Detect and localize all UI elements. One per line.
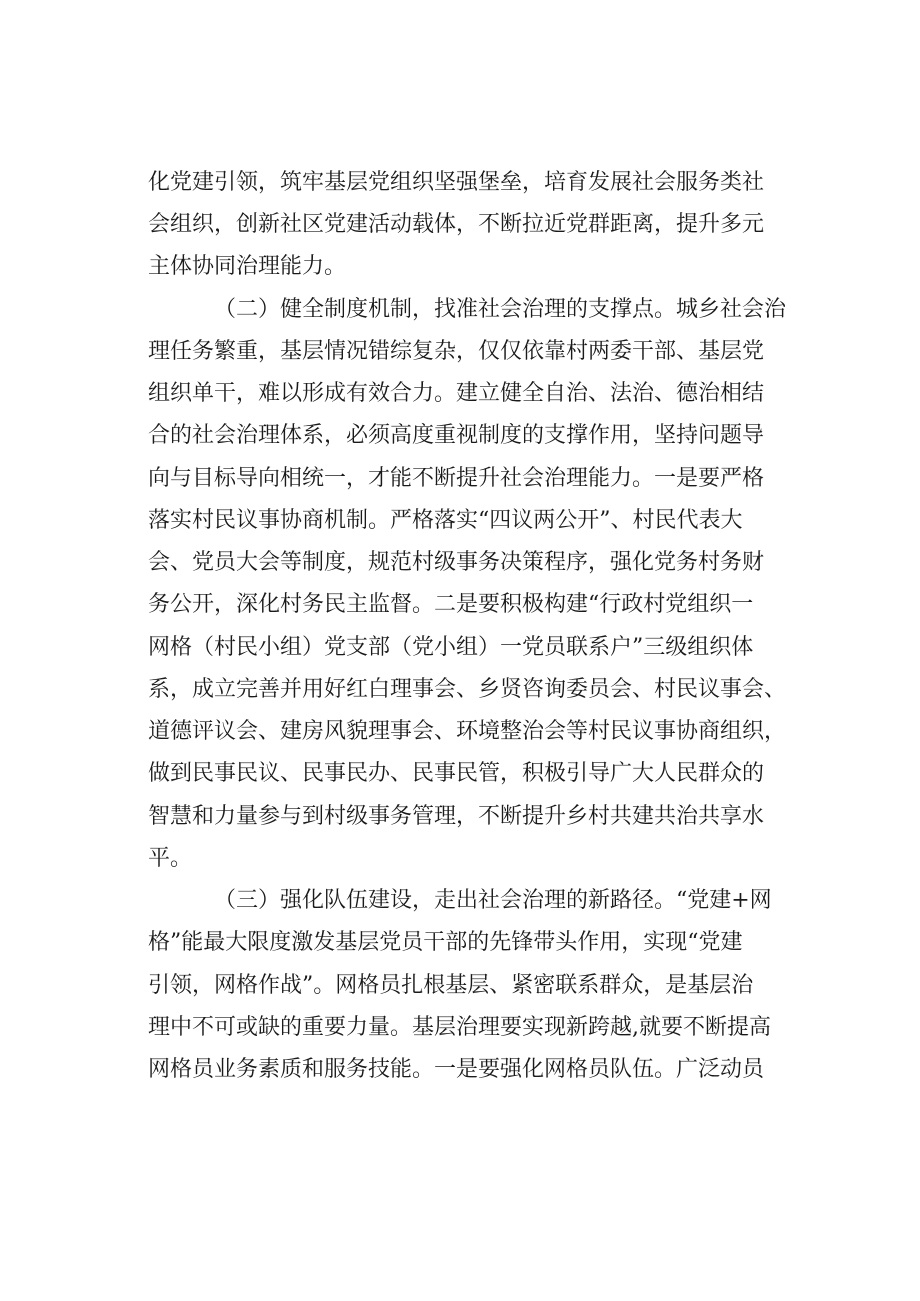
text-line: 格”能最大限度激发基层党员干部的先锋带头作用，实现“党建 (148, 930, 743, 955)
text-line: 平。 (148, 846, 193, 871)
text-line: 落实村民议事协商机制。严格落实“四议两公开”、村民代表大 (148, 508, 743, 533)
text-line: 会组织，创新社区党建活动载体，不断拉近党群距离，提升多元 (148, 212, 765, 237)
paragraph-heading-line: （三）强化队伍建设，走出社会治理的新路径。“党建+网 (214, 888, 772, 913)
text-line: 网格（村民小组）党支部（党小组）一党员联系户”三级组织体 (148, 635, 754, 660)
text-line: 组织单干，难以形成有效合力。建立健全自治、法治、德治相结 (148, 381, 765, 406)
text-line: 理任务繁重，基层情况错综复杂，仅仅依靠村两委干部、基层党 (148, 339, 765, 364)
text-line: 向与目标导向相统一，才能不断提升社会治理能力。一是要严格 (148, 466, 765, 491)
text-line: 理中不可或缺的重要力量。基层治理要实现新跨越,就要不断提高 (148, 1015, 771, 1040)
text-line: 化党建引领，筑牢基层党组织坚强堡垒，培育发展社会服务类社 (148, 170, 765, 195)
text-line: 网格员业务素质和服务技能。一是要强化网格员队伍。广泛动员 (148, 1057, 765, 1082)
text-line: 做到民事民议、民事民办、民事民管，积极引导广大人民群众的 (148, 761, 765, 786)
text-line: 系，成立完善并用好红白理事会、乡贤咨询委员会、村民议事会、 (148, 677, 787, 702)
text-line: 会、党员大会等制度，规范村级事务决策程序，强化党务村务财 (148, 550, 765, 575)
text-line: 务公开，深化村务民主监督。二是要积极构建“行政村党组织一 (148, 592, 754, 617)
text-line: 智慧和力量参与到村级事务管理，不断提升乡村共建共治共享水 (148, 804, 765, 829)
text-line: 道德评议会、建房风貌理事会、环境整治会等村民议事协商组织， (148, 719, 787, 744)
text-line: 引领，网格作战”。网格员扎根基层、紧密联系群众，是基层治 (148, 973, 754, 998)
text-line: 合的社会治理体系，必须高度重视制度的支撑作用，坚持问题导 (148, 423, 765, 448)
paragraph-heading-line: （二）健全制度机制，找准社会治理的支撑点。城乡社会治 (214, 297, 787, 322)
text-line: 主体协同治理能力。 (148, 254, 347, 279)
